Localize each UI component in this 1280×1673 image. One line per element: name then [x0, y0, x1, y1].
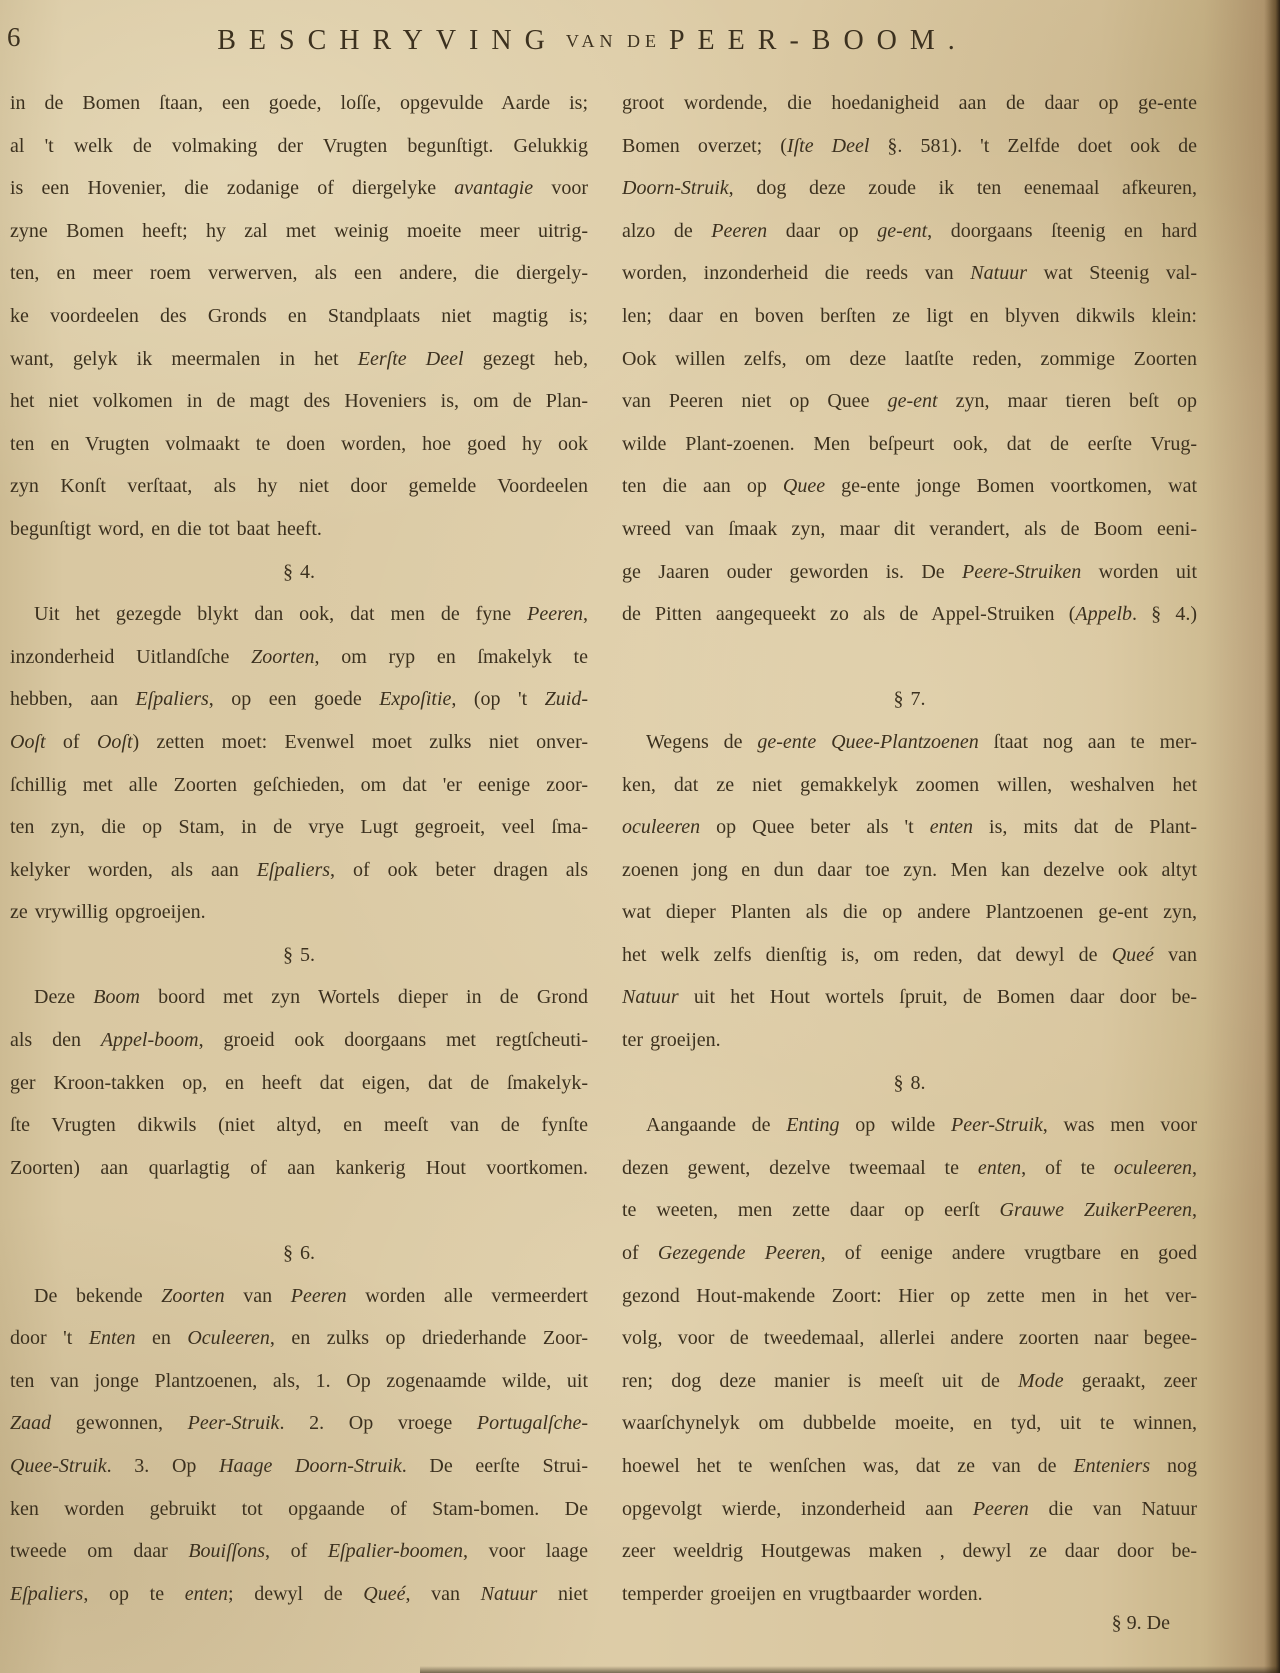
text-line: Ooſt of Ooſt) zetten moet: Evenwel moet zulks niet onver- [10, 730, 588, 753]
text-line: waarſchynelyk om dubbelde moeite, en tyd, uit te winnen, [622, 1412, 1197, 1435]
text-line: ten en Vrugten volmaakt te doen worden, hoe goed hy ook [10, 432, 588, 455]
section-heading: § 7. [893, 688, 926, 711]
text-line: gezond Hout-makende Zoort: Hier op zette men in het ver- [622, 1284, 1197, 1307]
text-line: temperder groeijen en vrugtbaarder worden. [622, 1582, 983, 1605]
text-line: Ook willen zelfs, om deze laatſte reden, zommige Zoorten [622, 347, 1197, 370]
page-bottom-shadow [420, 1666, 1280, 1673]
text-line: opgevolgt wierde, inzonderheid aan Peeren die van Natuur [622, 1497, 1197, 1520]
text-line: De bekende Zoorten van Peeren worden alle vermeerdert [34, 1284, 588, 1307]
text-line: ten zyn, die op Stam, in de vrye Lugt gegroeit, veel ſma- [10, 816, 588, 839]
text-line: worden, inzonderheid die reeds van Natuur wat Steenig val- [622, 262, 1197, 285]
text-line: ger Kroon-takken op, en heeft dat eigen, dat de ſmakelyk- [10, 1071, 588, 1094]
text-line: al 't welk de volmaking der Vrugten begunſtigt. Gelukkig [10, 134, 588, 157]
text-line: ren; dog deze manier is meeſt uit de Mode geraakt, zeer [622, 1369, 1197, 1392]
text-line: zoenen jong en dun daar toe zyn. Men kan dezelve ook altyt [622, 858, 1197, 881]
text-line: Zoorten) aan quarlagtig of aan kankerig Hout voortkomen. [10, 1156, 588, 1179]
running-header [0, 25, 1185, 57]
text-line: Aangaande de Enting op wilde Peer-Struik, was men voor [646, 1114, 1197, 1137]
text-line: begunſtigt word, en die tot baat heeft. [10, 517, 322, 540]
text-line: of Gezegende Peeren, of eenige andere vrugtbare en goed [622, 1242, 1197, 1265]
text-line: Bomen overzet; (Iſte Deel §. 581). 't Zelfde doet ook de [622, 134, 1197, 157]
text-line: is een Hovenier, die zodanige of diergelyke avantagie voor [10, 177, 588, 200]
text-line: zyn Konſt verſtaat, als hy niet door gemelde Voordeelen [10, 475, 588, 498]
header-title-connector: VAN DE [565, 31, 661, 51]
text-line: ken worden gebruikt tot opgaande of Stam-bomen. De [10, 1497, 588, 1520]
text-line: ſte Vrugten dikwils (niet altyd, en meeſt van de fynſte [10, 1114, 588, 1137]
text-line: ge Jaaren ouder geworden is. De Peere-Struiken worden uit [622, 560, 1197, 583]
text-line: Wegens de ge-ente Quee-Plantzoenen ſtaat nog aan te mer- [646, 730, 1197, 753]
text-line: inzonderheid Uitlandſche Zoorten, om ryp en ſmakelyk te [10, 645, 588, 668]
header-title-object: PEER-BOOM. [668, 25, 968, 56]
page-edge-shadow [1264, 0, 1280, 1673]
text-line: want, gelyk ik meermalen in het Eerſte Deel gezegt heb, [10, 347, 588, 370]
text-column-right [622, 82, 1197, 1615]
page-number: 6 [7, 22, 21, 52]
text-line: hoewel het te wenſchen was, dat ze van de Enteniers nog [622, 1455, 1197, 1477]
text-line: ze vrywillig opgroeijen. [10, 901, 206, 924]
text-line: ken, dat ze niet gemakkelyk zoomen willen, weshalven het [622, 773, 1197, 796]
text-line: groot wordende, die hoedanigheid aan de daar op ge-ente [622, 92, 1197, 114]
text-line: Zaad gewonnen, Peer-Struik. 2. Op vroege Portugalſche- [10, 1412, 588, 1435]
text-line: ten van jonge Plantzoenen, als, 1. Op zogenaamde wilde, uit [10, 1369, 588, 1392]
section-heading: § 8. [893, 1071, 926, 1094]
text-line: Eſpaliers, op te enten; dewyl de Queé, van Natuur niet [10, 1582, 588, 1605]
text-line: van Peeren niet op Quee ge-ent zyn, maar tieren beſt op [622, 390, 1197, 413]
text-line: zeer weeldrig Houtgewas maken , dewyl ze daar door be- [622, 1540, 1197, 1563]
text-line: hebben, aan Eſpaliers, op een goede Expoſitie, (op 't Zuid- [10, 688, 588, 711]
text-line: kelyker worden, als aan Eſpaliers, of ook beter dragen als [10, 858, 588, 881]
section-heading: § 6. [283, 1242, 315, 1265]
text-line: dezen gewent, dezelve tweemaal te enten, of te oculeeren, [622, 1156, 1197, 1179]
text-line: ter groeijen. [622, 1029, 721, 1052]
text-line: Quee-Struik. 3. Op Haage Doorn-Struik. De eerſte Strui- [10, 1455, 588, 1477]
text-line: wilde Plant-zoenen. Men beſpeurt ook, dat de eerſte Vrug- [622, 432, 1197, 455]
text-line: oculeeren op Quee beter als 't enten is, mits dat de Plant- [622, 816, 1197, 839]
text-line: wat dieper Planten als die op andere Plantzoenen ge-ent zyn, [622, 901, 1197, 924]
text-line: len; daar en boven berſten ze ligt en blyven dikwils klein: [622, 304, 1197, 327]
text-line: te weeten, men zette daar op eerſt Grauwe ZuikerPeeren, [622, 1199, 1197, 1222]
text-line: Uit het gezegde blykt dan ook, dat men de fyne Peeren, [34, 603, 588, 626]
text-line: Deze Boom boord met zyn Wortels dieper in de Grond [34, 986, 588, 1009]
section-heading: § 5. [283, 943, 315, 966]
text-line: tweede om daar Bouiſſons, of Eſpalier-boomen, voor laage [10, 1540, 588, 1563]
text-line: alzo de Peeren daar op ge-ent, doorgaans ſteenig en hard [622, 219, 1197, 242]
text-line: het niet volkomen in de magt des Hoveniers is, om de Plan- [10, 390, 588, 413]
text-line: ke voordeelen des Gronds en Standplaats niet magtig is; [10, 304, 588, 327]
header-title-main: BESCHRYVING [217, 25, 558, 56]
text-line: ten die aan op Quee ge-ente jonge Bomen voortkomen, wat [622, 475, 1197, 498]
text-line: ten, en meer roem verwerven, als een andere, die diergely- [10, 262, 588, 285]
catchword: § 9. De [1111, 1612, 1170, 1634]
text-line: volg, voor de tweedemaal, allerlei andere zoorten naar begee- [622, 1327, 1197, 1350]
text-line: in de Bomen ſtaan, een goede, loſſe, opgevulde Aarde is; [10, 92, 588, 114]
text-line: ſchillig met alle Zoorten geſchieden, om dat 'er eenige zoor- [10, 773, 588, 796]
text-line: wreed van ſmaak zyn, maar dit verandert, als de Boom eeni- [622, 517, 1197, 540]
text-column-left [10, 82, 588, 1615]
section-heading: § 4. [283, 560, 315, 583]
text-line: als den Appel-boom, groeid ook doorgaans met regtſcheuti- [10, 1029, 588, 1052]
text-line: zyne Bomen heeft; hy zal met weinig moeite meer uitrig- [10, 219, 588, 242]
text-line: door 't Enten en Oculeeren, en zulks op driederhande Zoor- [10, 1327, 588, 1350]
text-line: het welk zelfs dienſtig is, om reden, dat dewyl de Queé van [622, 943, 1197, 966]
text-line: de Pitten aangequeekt zo als de Appel-Struiken (Appelb. § 4.) [622, 603, 1197, 626]
text-line: Natuur uit het Hout wortels ſpruit, de Bomen daar door be- [622, 986, 1197, 1009]
text-line: Doorn-Struik, dog deze zoude ik ten eenemaal afkeuren, [622, 177, 1197, 200]
